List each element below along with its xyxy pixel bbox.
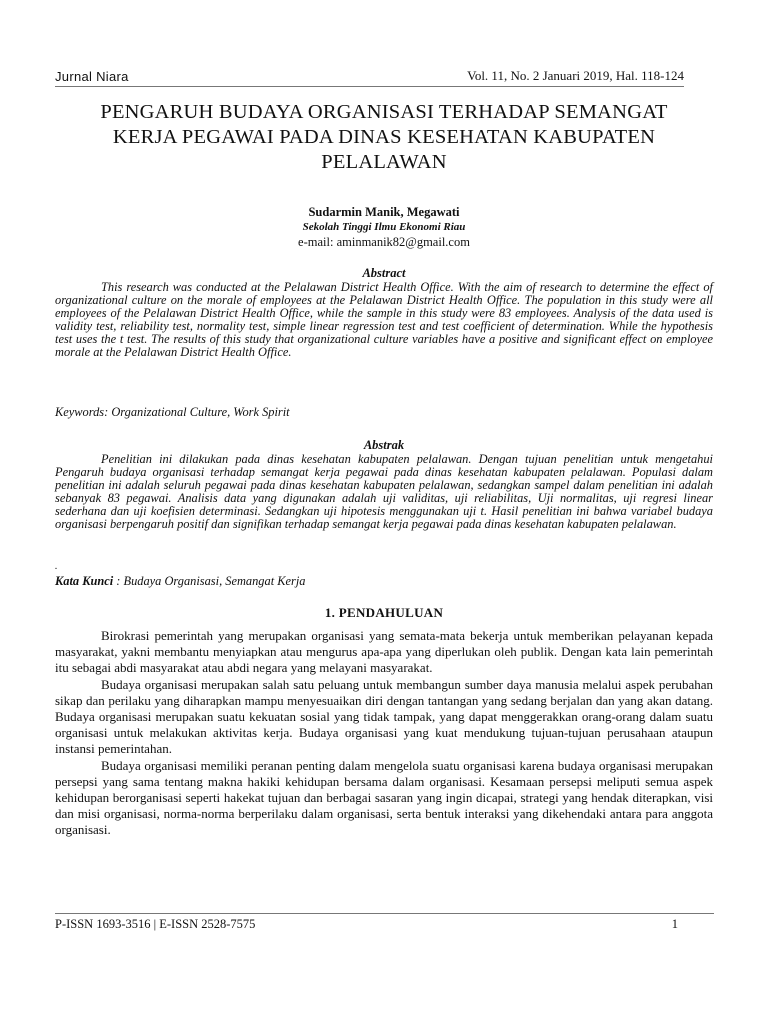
body-paragraph: Birokrasi pemerintah yang merupakan organisasi yang semata-mata bekerja untuk memberikan pelayanan kepada masyarakat, yakni membantu menyiapkan atau mengurus apa-apa yang diperlukan oleh publik. Dengan kata lain pemerintah itu sebagai abdi masyarakat atau abdi negara yang melayani masyarakat. <box>55 628 713 676</box>
abstract-heading: Abstract <box>362 266 406 280</box>
kata-kunci-values: : Budaya Organisasi, Semangat Kerja <box>113 574 306 588</box>
kata-kunci-line <box>55 574 713 589</box>
page-footer <box>55 913 714 932</box>
abstract-text: This research was conducted at the Pelalawan District Health Office. With the aim of research to determine the effect of organizational culture on the morale of employees at the Pelalawan District Health Office. The population in this study were all employees of the Pelalawan District Health Office, while the sample in this study were 83 employees. Analysis of the data used is validity test, reliability test, normality test, simple linear regression test and test coefficient of determination. While the hypothesis test uses the t test. The results of this study that organizational culture variables have a positive and significant effect on employee morale at the Pelalawan District Health Office. <box>55 280 713 359</box>
title-line: PELALAWAN <box>321 151 447 173</box>
stray-dot: . <box>55 561 58 572</box>
body-paragraph: Budaya organisasi memiliki peranan penting dalam mengelola suatu organisasi karena budaya organisasi merupakan persepsi yang sama tentang makna hakiki kehidupan bersama dalam organisasi. Kesamaan persepsi meliputi semua aspek kehidupan berorganisasi seperti hakekat tujuan dan berbagai sasaran yang ingin dicapai, strategi yang hendak diterapkan, visi dan misi organisasi, norma-norma berperilaku dalam organisasi, serta bentuk interaksi yang dikehendaki antara para anggota organisasi. <box>55 757 713 838</box>
running-header <box>55 66 684 87</box>
section-heading: 1. PENDAHULUAN <box>324 605 444 620</box>
page-number: 1 <box>671 917 678 931</box>
author-block <box>0 205 768 250</box>
author-affiliation: Sekolah Tinggi Ilmu Ekonomi Riau <box>302 221 466 233</box>
title-line: PENGARUH BUDAYA ORGANISASI TERHADAP SEMANGAT <box>100 101 668 123</box>
title-line: KERJA PEGAWAI PADA DINAS KESEHATAN KABUPATEN <box>112 126 656 148</box>
author-email: e-mail: aminmanik82@gmail.com <box>298 235 470 249</box>
kata-kunci-label: Kata Kunci <box>55 574 114 588</box>
section-body <box>55 628 713 839</box>
journal-name: Jurnal Niara <box>55 69 129 84</box>
issue-info: Vol. 11, No. 2 Januari 2019, Hal. 118-124 <box>467 68 684 83</box>
abstrak-text: Penelitian ini dilakukan pada dinas kesehatan kabupaten pelalawan. Dengan tujuan penelitian untuk mengetahui Pengaruh budaya organisasi terhadap semangat kerja pegawai pada dinas kesehatan kabupaten pelalawan. Populasi dalam penelitian ini adalah seluruh pegawai pada dinas kesehatan kabupaten pelalawan, sedangkan sampel dalam penelitian ini adalah sebanyak 83 pegawai. Analisis data yang digunakan adalah uji validitas, uji reliabilitas, Uji normalitas, uji regresi linear sederhana dan uji koefisien determinasi. Sedangkan uji hipotesis menggunakan uji t. Hasil penelitian ini bahwa variabel budaya organisasi berpengaruh positif dan signifikan terhadap semangat kerja pegawai pada dinas kesehatan kabupaten pelalawan. <box>55 452 713 531</box>
keywords-line: Keywords: Organizational Culture, Work Spirit <box>55 405 290 419</box>
paper-title <box>55 100 713 175</box>
author-names: Sudarmin Manik, Megawati <box>308 205 460 219</box>
abstrak-heading: Abstrak <box>363 438 405 452</box>
body-paragraph: Budaya organisasi merupakan salah satu peluang untuk membangun sumber daya manusia melalui aspek perubahan sikap dan perilaku yang diharapkan mampu menyesuaikan diri dengan tantangan yang sedang berjalan dan yang akan datang. Budaya organisasi merupakan suatu kekuatan sosial yang tidak tampak, yang dapat menggerakkan orang-orang dalam suatu organisasi untuk melakukan aktivitas kerja. Budaya organisasi yang kuat mendukung tujuan-tujuan perusahaan ataupun instansi pemerintahan. <box>55 676 713 757</box>
issn-text: P-ISSN 1693-3516 | E-ISSN 2528-7575 <box>55 917 256 931</box>
